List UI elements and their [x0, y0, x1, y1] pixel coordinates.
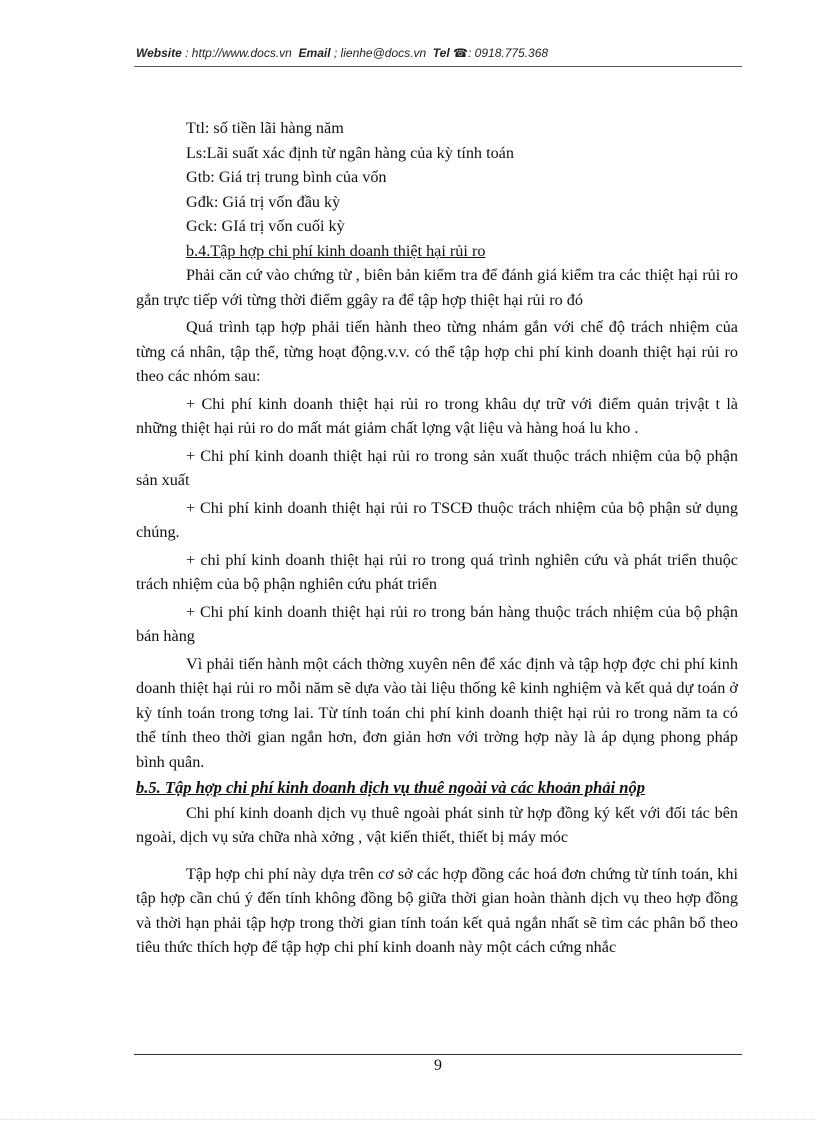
definition-line: Ttl: số tiền lãi hàng năm [186, 119, 344, 137]
definition-line: Ls:Lãi suất xác định từ ngân hàng của kỳ tính toán [186, 143, 514, 162]
section-heading-b4: b.4.Tập hợp chi phí kinh doanh thiệt hại rủi ro [186, 241, 486, 260]
definition-line: Gđk: Giá trị vốn đầu kỳ [186, 192, 341, 211]
bullet-paragraph: + Chi phí kinh doanh thiệt hại rủi ro trong bán hàng thuộc trách nhiệm của bộ phận bán hàng [136, 602, 738, 645]
section-heading-b5: b.5. Tập hợp chi phí kinh doanh dịch vụ thuê ngoài và các khoản phải nộp [136, 778, 645, 797]
email-label: Email [298, 46, 331, 60]
website-value: : http://www.docs.vn [185, 46, 292, 60]
page-header [136, 46, 742, 60]
header-rule [134, 66, 742, 67]
definition-line: Gck: GIá trị vốn cuối kỳ [186, 217, 345, 235]
definition-line: Gtb: Giá trị trung bình của vốn [186, 168, 387, 186]
paragraph: Vì phải tiến hành một cách thờng xuyên nên để xác định và tập hợp đợc chi phí kinh doanh thiệt hại rủi ro mỗi năm sẽ dựa vào tài liệu thống kê kinh nghiệm và kết quả dự toán ở kỳ tính toán trong tơng lai. Từ tính toán chi phí kinh doanh thiệt hại rủi ro trong năm ta có thể tính theo thời gian ngắn hơn, đơn giản hơn với trờng hợp này là áp dụng phong pháp bình quân. [136, 654, 738, 771]
paragraph: Phải căn cứ vào chứng từ , biên bản kiểm tra để đánh giá kiểm tra các thiệt hại rủi ro gắn trực tiếp với từng thời điểm ggây ra để tập hợp thiệt hại rủi ro đó [136, 266, 738, 309]
paragraph: Chi phí kinh doanh dịch vụ thuê ngoài phát sinh từ hợp đồng ký kết với đối tác bên ngoài, dịch vụ sửa chữa nhà xởng , vật kiến thiết, thiết bị máy móc [136, 803, 738, 846]
bullet-paragraph: + Chi phí kinh doanh thiệt hại rủi ro trong sản xuất thuộc trách nhiệm của bộ phận sản xuất [136, 446, 738, 489]
paragraph: Quá trình tạp hợp phải tiến hành theo từng nhám gắn với chế độ trách nhiệm của từng cá nhân, tập thể, từng hoạt động.v.v. có thể tập hợp chi phí kinh doanh thiệt hại rủi ro theo các nhóm sau: [136, 318, 738, 385]
document-body [136, 116, 738, 960]
phone-icon: ☎ [453, 46, 468, 60]
page-edge-divider [0, 1119, 816, 1120]
paragraph: Tập hợp chi phí này dựa trên cơ sở các hợp đồng các hoá đơn chứng từ tính toán, khi tập hợp cần chú ý đến tính không đồng bộ giữa thời gian hoàn thành dịch vụ theo hợp đồng và thời hạn phải tập hợp trong thời gian tính toán kết quả ngắn nhất sẽ tìm các phân bổ theo tiêu thức thích hợp để tập hợp chi phí kinh doanh này một cách cứng nhắc [136, 864, 738, 956]
bullet-paragraph: + chi phí kinh doanh thiệt hại rủi ro trong quá trình nghiên cứu và phát triển thuộc trách nhiệm của bộ phận nghiên cứu phát triển [136, 550, 738, 593]
tel-label: Tel [432, 46, 450, 60]
bullet-paragraph: + Chi phí kinh doanh thiệt hại rủi ro TSCĐ thuộc trách nhiệm của bộ phận sử dụng chúng. [136, 498, 738, 541]
tel-value: : 0918.775.368 [468, 46, 549, 60]
email-value: ; lienhe@docs.vn [333, 46, 427, 60]
page-number: 9 [434, 1057, 442, 1074]
bullet-paragraph: + Chi phí kinh doanh thiệt hại rủi ro trong khâu dự trữ với điểm quản trịvật t là những thiệt hại rủi ro do mất mát giảm chất lợng vật liệu và hàng hoá lu kho . [136, 394, 738, 437]
website-label: Website [136, 46, 182, 60]
footer-rule [134, 1054, 742, 1055]
